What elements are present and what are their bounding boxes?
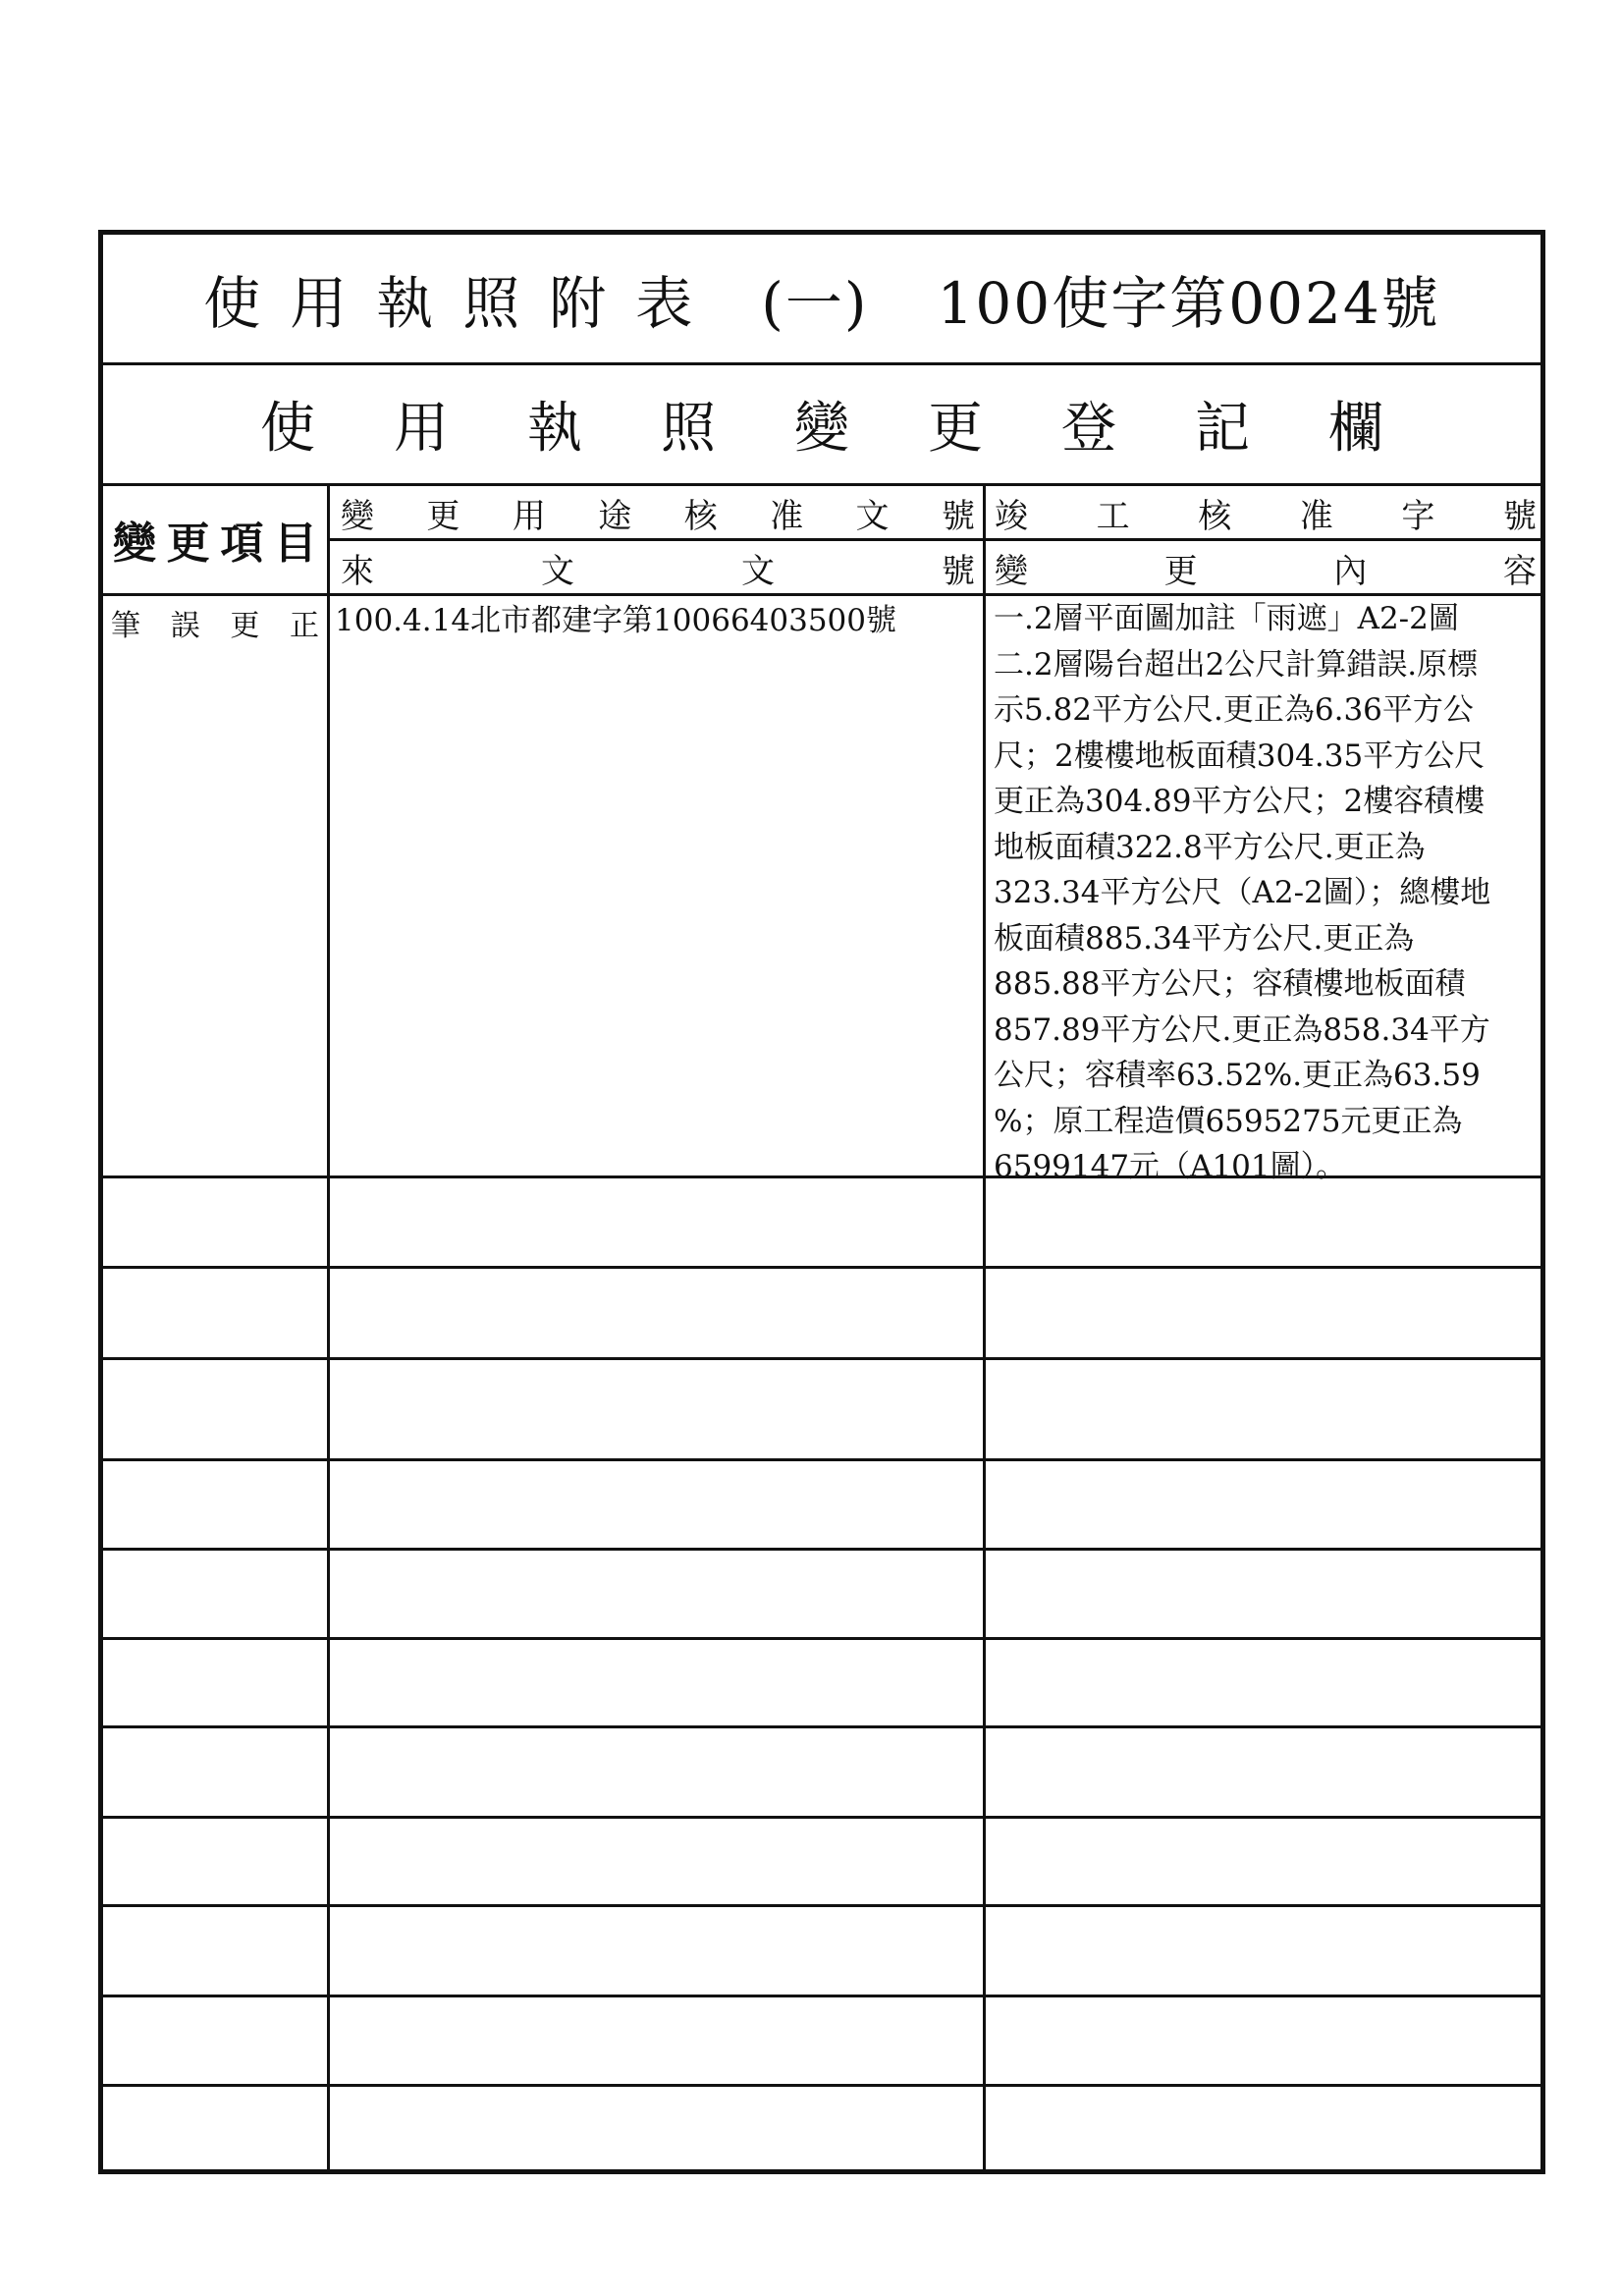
header-char: 更 <box>1163 551 1198 591</box>
item-char: 筆 <box>111 609 140 643</box>
header-char: 號 <box>1502 496 1537 536</box>
header-char: 字 <box>1401 496 1435 536</box>
row-divider <box>103 1357 1540 1360</box>
item-char: 誤 <box>170 609 200 643</box>
header-char: 准 <box>770 496 804 536</box>
content-line: 更正為304.89平方公尺；2樓容積樓 <box>994 784 1486 819</box>
completion-approval-header <box>991 486 1540 539</box>
header-char: 文 <box>855 496 890 536</box>
content-line: 二.2層陽台超出2公尺計算錯誤.原標 <box>994 646 1479 683</box>
item-char: 正 <box>289 609 319 643</box>
content-line: 板面積885.34平方公尺.更正為 <box>994 920 1415 957</box>
change-content-header <box>991 541 1540 594</box>
incoming-doc-header <box>335 541 981 594</box>
content-line: 323.34平方公尺（A2-2圖）；總樓地 <box>994 875 1491 910</box>
section-title-char: 記 <box>1195 397 1250 461</box>
header-char: 途 <box>598 496 632 536</box>
header-char: 核 <box>683 496 718 536</box>
header-char: 核 <box>1198 496 1232 536</box>
item-header-char: 變 <box>113 519 156 569</box>
row-divider <box>103 1904 1540 1907</box>
section-title-char: 用 <box>394 397 449 461</box>
item-header <box>103 485 327 593</box>
record-document-no: 100.4.14北市都建字第10066403500號 <box>335 603 897 638</box>
section-title-char: 變 <box>794 397 849 461</box>
section-title-char: 登 <box>1061 397 1116 461</box>
header-char: 准 <box>1299 496 1333 536</box>
content-line: 尺；2樓樓地板面積304.35平方公尺 <box>994 738 1486 774</box>
row-divider <box>103 1995 1540 1997</box>
section-title-char: 照 <box>661 397 716 461</box>
record-item <box>111 598 319 647</box>
item-header-char: 目 <box>273 519 317 569</box>
row-divider <box>103 1637 1540 1640</box>
header-char: 更 <box>426 496 460 536</box>
section-title <box>103 365 1540 483</box>
column-divider <box>983 483 986 2169</box>
section-title-char: 執 <box>527 397 582 461</box>
content-line: 6599147元（A101圖）。 <box>994 1149 1347 1184</box>
header-char: 號 <box>941 496 975 536</box>
row-divider <box>103 1548 1540 1551</box>
row-divider <box>103 2084 1540 2087</box>
row-divider <box>103 1458 1540 1461</box>
header-char: 容 <box>1502 551 1537 591</box>
section-title-char: 更 <box>928 397 983 461</box>
header-char: 號 <box>942 551 975 591</box>
header-char: 內 <box>1333 551 1368 591</box>
title-prefix: 使用執照附表 <box>203 270 723 337</box>
content-line: 885.88平方公尺；容積樓地板面積 <box>994 966 1466 1002</box>
row-divider <box>103 1175 1540 1178</box>
section-title-char: 欄 <box>1328 397 1383 461</box>
header-char: 變 <box>341 496 374 536</box>
item-char: 更 <box>230 609 260 643</box>
title-number: 100使字第0024號 <box>937 270 1440 337</box>
row-divider <box>103 1725 1540 1728</box>
document-title <box>103 235 1540 362</box>
content-line: %；原工程造價6595275元更正為 <box>994 1103 1463 1139</box>
content-line: 857.89平方公尺.更正為858.34平方 <box>994 1011 1490 1048</box>
header-char: 文 <box>541 551 574 591</box>
approval-doc-header <box>335 486 981 539</box>
section-title-char: 使 <box>260 397 315 461</box>
divider <box>985 538 1540 541</box>
header-char: 來 <box>341 551 374 591</box>
row-divider <box>103 1266 1540 1269</box>
registration-table <box>98 230 1545 2174</box>
content-line: 一.2層平面圖加註「雨遮」A2-2圖 <box>994 601 1459 636</box>
header-char: 竣 <box>995 496 1028 536</box>
header-char: 用 <box>512 496 546 536</box>
content-line: 示5.82平方公尺.更正為6.36平方公 <box>994 692 1474 728</box>
item-header-char: 更 <box>166 519 210 569</box>
header-char: 工 <box>1096 496 1130 536</box>
row-divider <box>103 1816 1540 1819</box>
header-char: 文 <box>741 551 775 591</box>
record-content <box>994 596 1539 1190</box>
content-line: 公尺；容積率63.52%.更正為63.59 <box>994 1058 1481 1093</box>
column-divider <box>327 483 330 2169</box>
content-line: 地板面積322.8平方公尺.更正為 <box>994 829 1426 865</box>
title-paren: (一) <box>761 270 869 337</box>
header-char: 變 <box>995 551 1028 591</box>
item-header-char: 項 <box>220 519 264 569</box>
divider <box>329 538 985 541</box>
